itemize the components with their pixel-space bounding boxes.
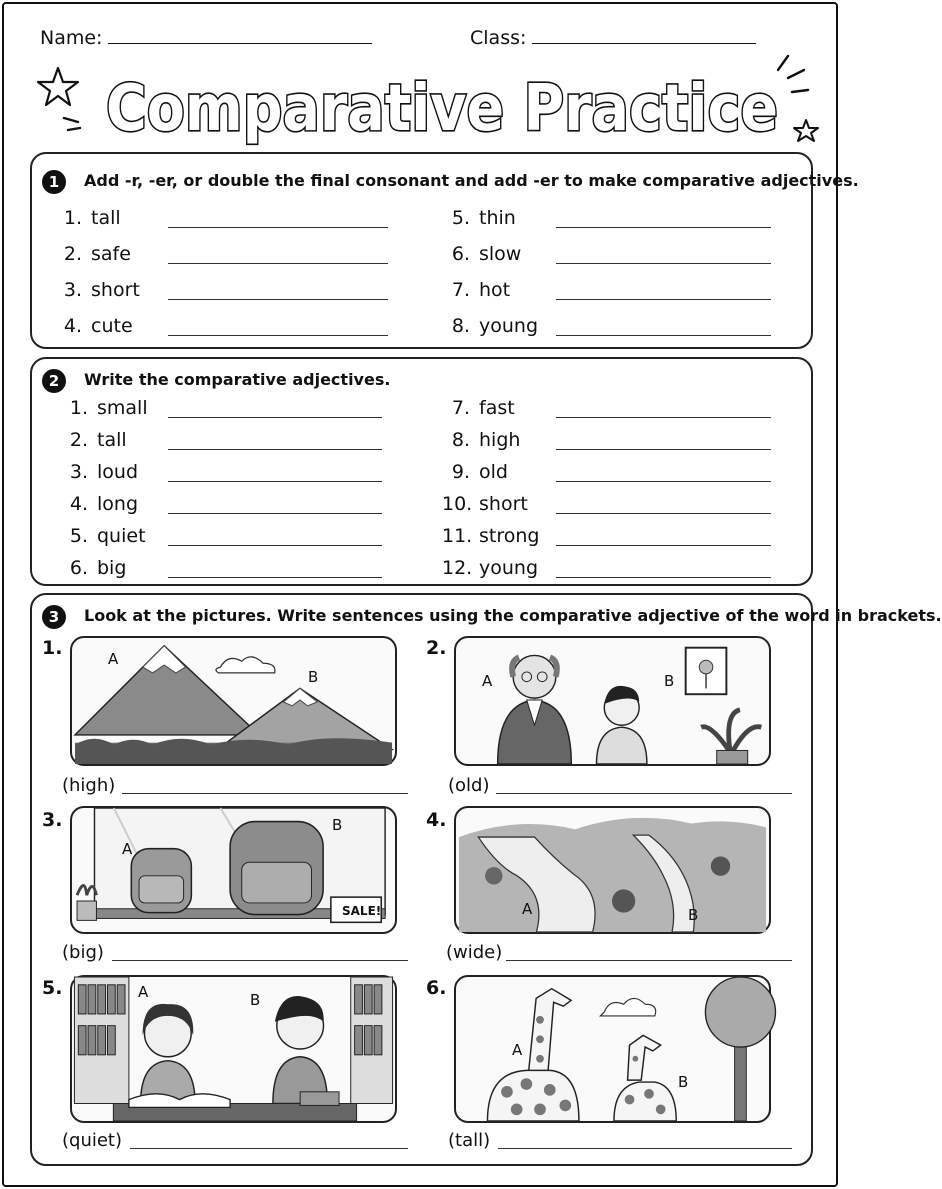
section-instruction: Look at the pictures. Write sentences using the comparative adjective of the word in brackets. [84, 606, 942, 625]
item-number: 5. [451, 207, 470, 229]
label-a: A [522, 900, 533, 918]
short-giraffe [614, 1035, 676, 1121]
item-word: thin [479, 207, 516, 229]
item-number: 3. [63, 279, 82, 301]
answer-line[interactable] [168, 227, 388, 228]
word-item [442, 557, 538, 579]
tall-giraffe [487, 989, 578, 1121]
class-label: Class: [470, 27, 527, 49]
picture-mountains [70, 636, 397, 766]
answer-line[interactable] [556, 577, 771, 578]
label-b: B [664, 672, 675, 690]
item-number: 2. [63, 243, 82, 265]
item-word: hot [479, 279, 511, 301]
picture-number: 2. [426, 637, 447, 659]
section-instruction: Write the comparative adjectives. [84, 370, 391, 389]
word-item [448, 315, 538, 337]
word-item [60, 429, 127, 451]
item-number: 1. [63, 207, 82, 229]
item-number: 2. [69, 429, 88, 451]
item-number: 5. [69, 525, 88, 547]
big-backpack [230, 822, 323, 915]
answer-line[interactable] [556, 335, 771, 336]
answer-line[interactable] [506, 960, 792, 961]
item-word: safe [91, 243, 131, 265]
item-word: big [97, 557, 127, 579]
word-item [448, 207, 516, 229]
small-backpack [131, 849, 191, 913]
label-b: B [250, 991, 261, 1009]
item-number: 4. [63, 315, 82, 337]
item-number: 6. [451, 243, 470, 265]
label-b: B [332, 816, 343, 834]
label-a: A [108, 650, 119, 668]
class-input-line[interactable] [532, 26, 756, 44]
section-number-badge: 1 [42, 170, 66, 194]
answer-line[interactable] [556, 513, 771, 514]
answer-line[interactable] [130, 1148, 408, 1149]
item-number: 4. [69, 493, 88, 515]
word-item [442, 461, 508, 483]
word-item [448, 279, 510, 301]
answer-line[interactable] [556, 545, 771, 546]
answer-line[interactable] [556, 417, 771, 418]
sale-sign: SALE! [342, 904, 382, 918]
cloud-icon [600, 998, 655, 1016]
label-a: A [138, 983, 149, 1001]
word-item [60, 207, 121, 229]
picture-number: 1. [42, 637, 63, 659]
section-1 [30, 152, 859, 349]
potted-plant [701, 710, 761, 764]
item-word: loud [97, 461, 139, 483]
label-a: A [122, 840, 133, 858]
item-word: strong [479, 525, 540, 547]
answer-line[interactable] [168, 335, 388, 336]
answer-line[interactable] [168, 545, 382, 546]
word-item [60, 525, 146, 547]
word-item [60, 243, 131, 265]
label-a: A [482, 672, 493, 690]
item-word: long [97, 493, 139, 515]
cue-word: (quiet) [62, 1130, 123, 1151]
label-b: B [688, 906, 699, 924]
picture-backpacks [70, 806, 397, 934]
word-item [442, 525, 539, 547]
item-number: 8. [451, 315, 470, 337]
cue-word: (big) [62, 942, 104, 963]
cloud-icon [216, 657, 275, 673]
answer-line[interactable] [168, 481, 382, 482]
picture-number: 5. [42, 977, 63, 999]
item-number: 3. [69, 461, 88, 483]
item-number: 7. [451, 397, 470, 419]
section-2 [30, 357, 813, 586]
answer-line[interactable] [556, 263, 771, 264]
word-item [60, 315, 133, 337]
item-word: tall [91, 207, 121, 229]
answer-line[interactable] [556, 227, 771, 228]
label-b: B [308, 668, 319, 686]
item-word: quiet [97, 525, 146, 547]
item-number: 8. [451, 429, 470, 451]
item-word: slow [479, 243, 522, 265]
answer-line[interactable] [498, 1148, 792, 1149]
label-b: B [678, 1073, 689, 1091]
item-word: young [479, 557, 539, 579]
picture-library [70, 975, 397, 1123]
item-word: small [97, 397, 148, 419]
picture-rivers [454, 806, 771, 934]
word-item [60, 461, 138, 483]
label-a: A [512, 1041, 523, 1059]
grandpa-figure [498, 655, 572, 764]
name-input-line[interactable] [108, 26, 372, 44]
word-item [60, 557, 126, 579]
word-item [442, 493, 528, 515]
girl-figure [141, 1004, 195, 1104]
bookshelf [74, 977, 392, 1103]
page-title [30, 52, 820, 152]
word-item [60, 397, 148, 419]
cue-word: (high) [62, 775, 116, 796]
section-number-badge: 2 [42, 369, 66, 393]
answer-line[interactable] [122, 793, 408, 794]
item-word: old [479, 461, 508, 483]
item-word: high [479, 429, 521, 451]
answer-line[interactable] [168, 299, 388, 300]
section-number-badge: 3 [42, 605, 66, 629]
item-word: short [479, 493, 528, 515]
answer-line[interactable] [168, 449, 382, 450]
class-field [470, 26, 756, 49]
boy-figure [597, 686, 647, 764]
word-item [442, 397, 515, 419]
item-word: fast [479, 397, 515, 419]
answer-line[interactable] [556, 449, 771, 450]
boy-figure [273, 996, 327, 1103]
word-item [442, 429, 520, 451]
cue-word: (wide) [446, 942, 503, 963]
picture-number: 3. [42, 809, 63, 831]
title-text: Comparative Practice [106, 72, 778, 146]
item-word: young [479, 315, 539, 337]
answer-line[interactable] [168, 577, 382, 578]
picture-number: 6. [426, 977, 447, 999]
answer-line[interactable] [112, 960, 408, 961]
section-instruction: Add -r, -er, or double the final consonant and add -er to make comparative adjectives. [84, 171, 859, 190]
answer-line[interactable] [556, 299, 771, 300]
word-item [60, 279, 140, 301]
word-item [448, 243, 521, 265]
answer-line[interactable] [168, 263, 388, 264]
answer-line[interactable] [168, 513, 382, 514]
item-number: 12. [442, 557, 473, 579]
picture-giraffes [454, 975, 771, 1123]
name-label: Name: [40, 27, 103, 49]
item-number: 10. [442, 493, 473, 515]
answer-line[interactable] [556, 481, 771, 482]
cue-word: (old) [448, 775, 490, 796]
star-icon [794, 120, 818, 141]
cue-word: (tall) [448, 1130, 491, 1151]
item-number: 11. [442, 525, 473, 547]
item-word: tall [97, 429, 127, 451]
picture-number: 4. [426, 809, 447, 831]
star-icon [38, 68, 78, 105]
item-number: 7. [451, 279, 470, 301]
picture-grandpa-boy [454, 636, 771, 766]
word-item [60, 493, 138, 515]
item-number: 9. [451, 461, 470, 483]
item-word: short [91, 279, 140, 301]
item-number: 6. [69, 557, 88, 579]
item-word: cute [91, 315, 133, 337]
item-number: 1. [69, 397, 88, 419]
answer-line[interactable] [168, 417, 382, 418]
tree [705, 977, 775, 1121]
answer-line[interactable] [496, 793, 792, 794]
name-field [40, 26, 372, 49]
